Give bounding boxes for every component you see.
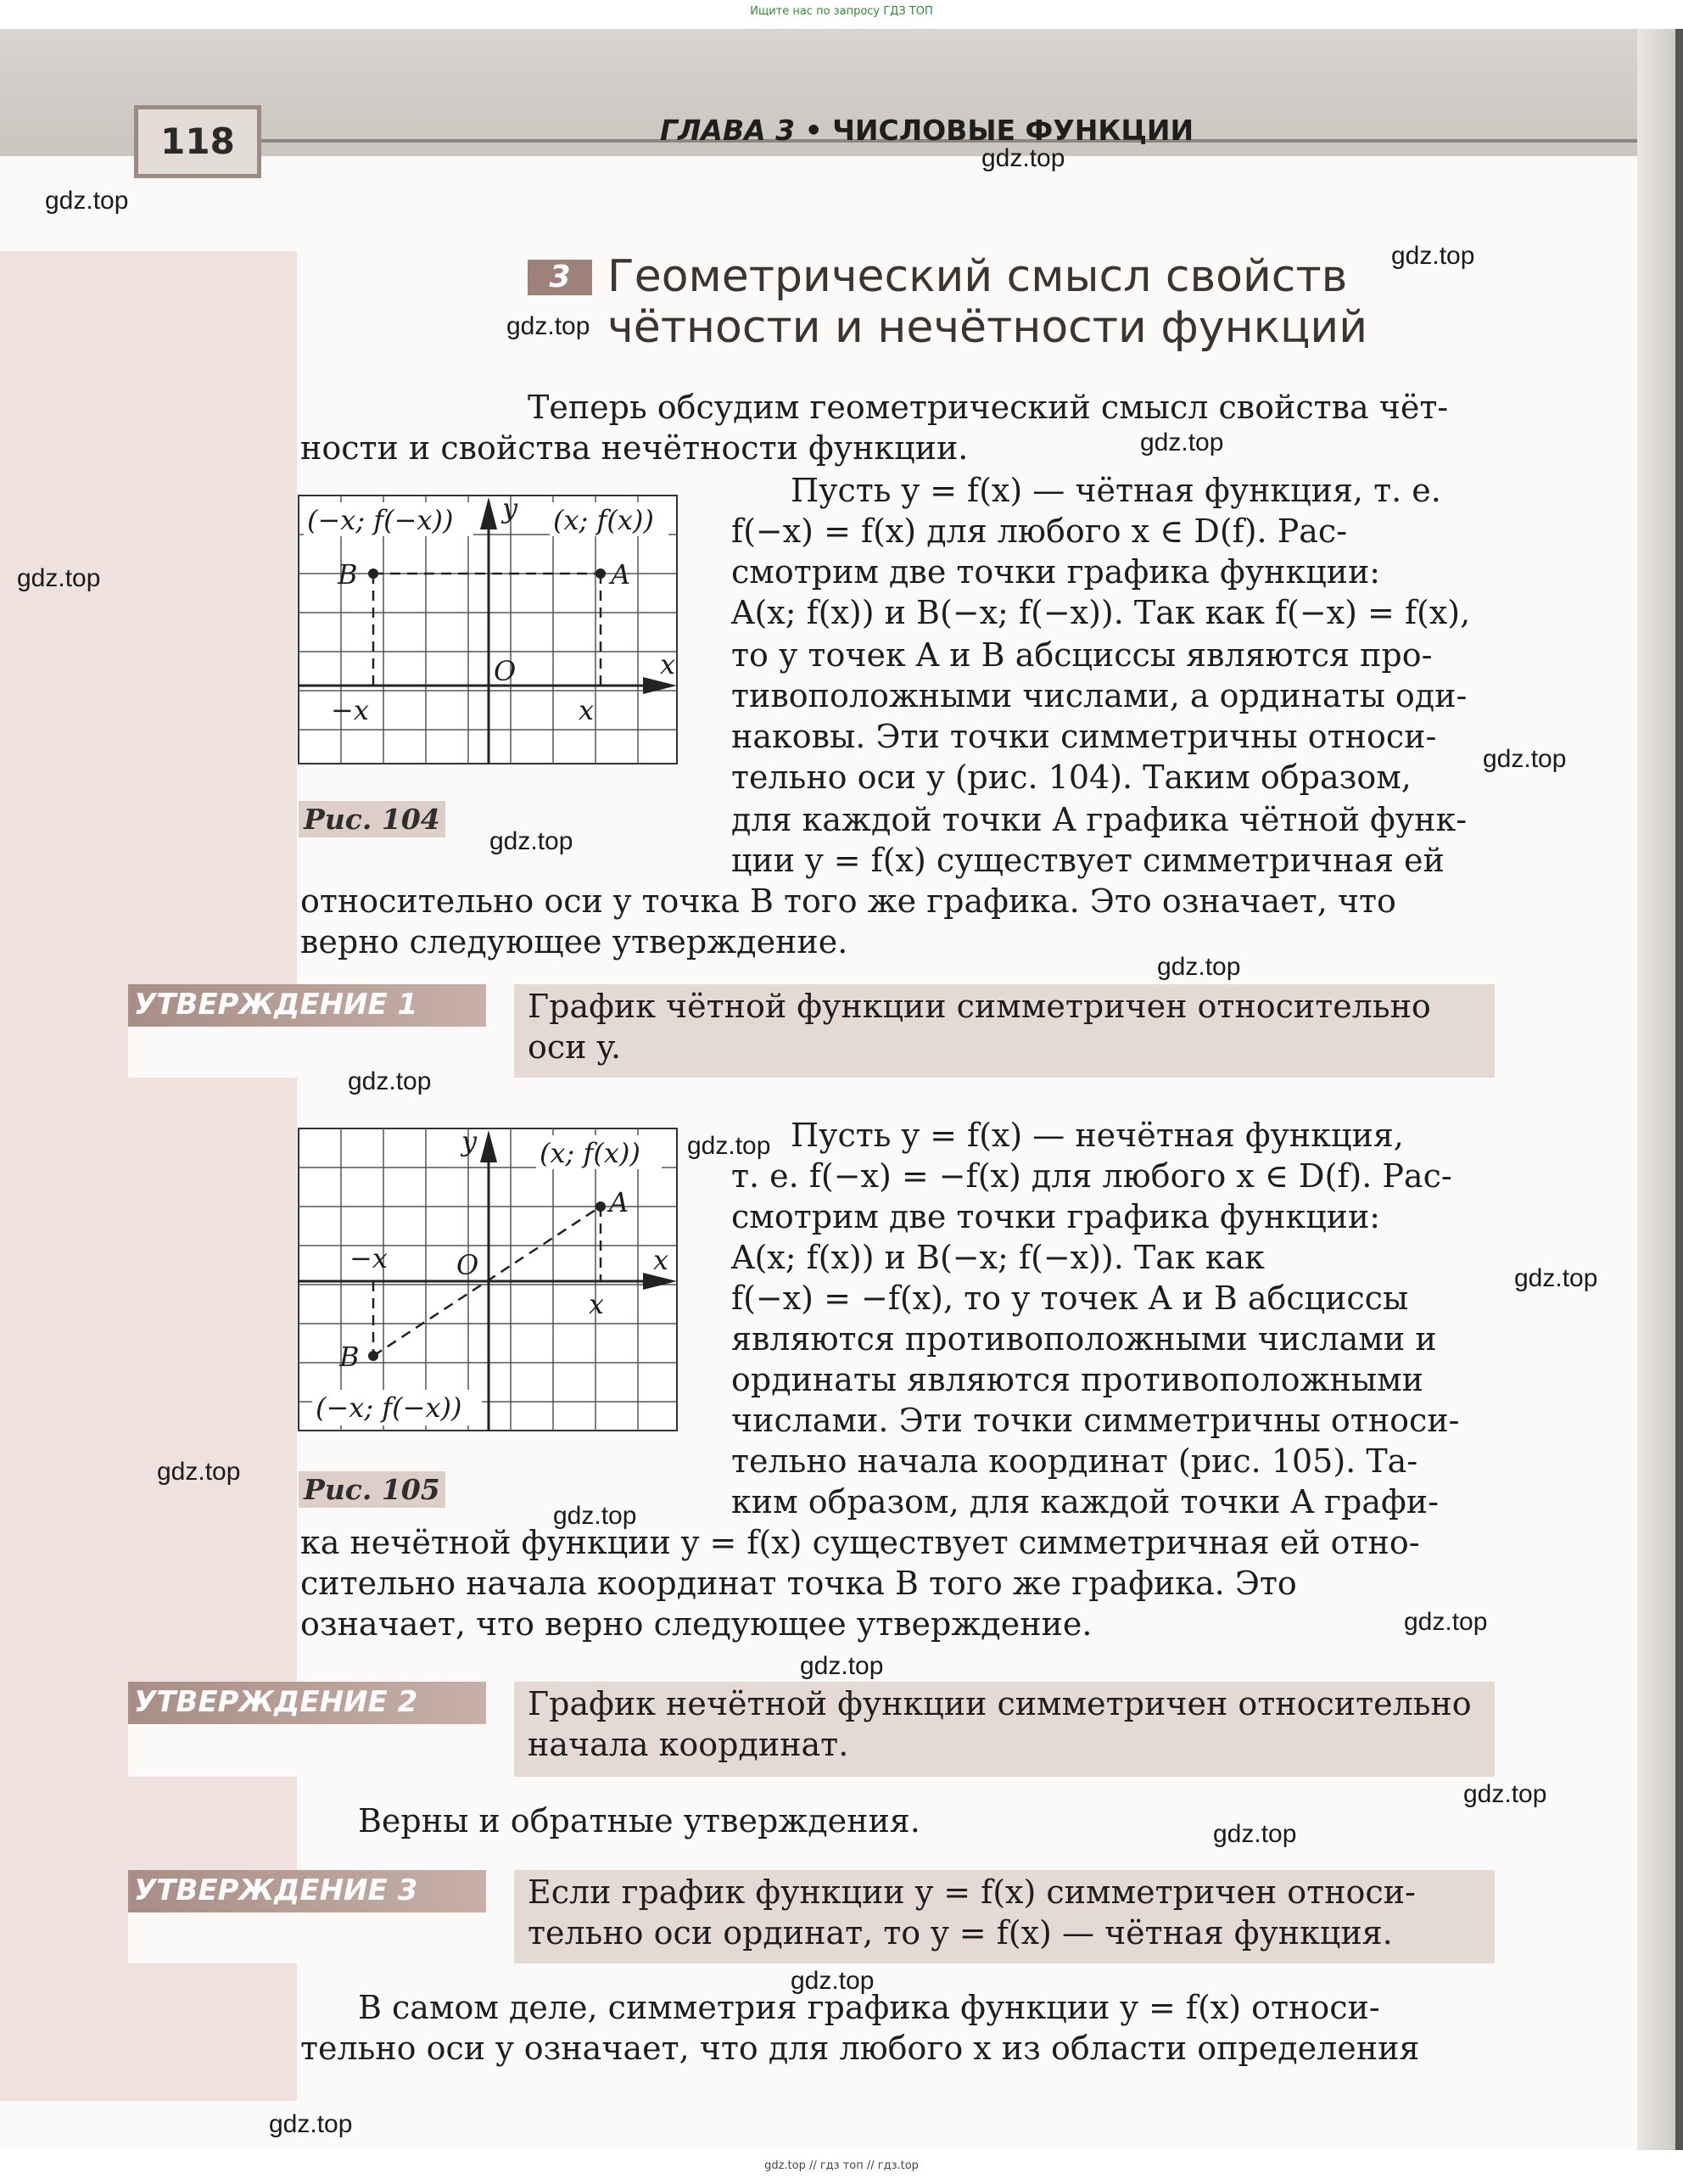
page-edge [1675, 29, 1683, 2150]
watermark: gdz.top [1514, 1264, 1598, 1292]
text-line: для каждой точки A графика чётной функ- [731, 801, 1468, 838]
watermark: gdz.top [1463, 1780, 1547, 1808]
text-line: f(−x) = −f(x), то у точек A и B абсциссы [731, 1280, 1409, 1317]
text-line: ности и свойства нечётности функции. [300, 429, 969, 467]
text-line: относительно оси y точка B того же графика. Это означает, что [300, 882, 1396, 920]
fig104-tick-x: x [579, 694, 595, 726]
fig104-tick-neg-x: −x [331, 694, 369, 726]
chapter-label: ГЛАВА 3 [660, 114, 796, 147]
watermark: gdz.top [269, 2110, 353, 2138]
statement-3-gap [128, 1912, 484, 1963]
text-line: ка нечётной функции y = f(x) существует симметричная ей отно- [300, 1524, 1420, 1561]
fig104-point-b [368, 568, 378, 579]
fig105-x-label: x [653, 1244, 669, 1276]
statement-2-label: УТВЕРЖДЕНИЕ 2 [134, 1685, 418, 1719]
text-line: тельно оси y (рис. 104). Таким образом, [731, 759, 1412, 796]
fig105-tick-x: x [589, 1288, 605, 1320]
text-line: ким образом, для каждой точки A графи- [731, 1483, 1439, 1520]
text-line: ординаты являются противоположными [731, 1361, 1423, 1398]
fig105-origin: O [456, 1249, 479, 1281]
fig104-label-b-coords: (−x; f(−x)) [307, 504, 454, 536]
watermark: gdz.top [1140, 428, 1224, 456]
figure-104 [295, 492, 685, 772]
left-margin-panel [0, 251, 297, 2101]
statement-1-label: УТВЕРЖДЕНИЕ 1 [134, 988, 418, 1022]
text-line: сительно начала координат точка B того же графика. Это [300, 1565, 1297, 1602]
statement-3-label: УТВЕРЖДЕНИЕ 3 [134, 1873, 418, 1907]
watermark: gdz.top [348, 1067, 432, 1095]
text-line: тивоположными числами, а ординаты оди- [731, 677, 1468, 714]
watermark: gdz.top [791, 1967, 875, 1995]
text-line: тельно оси y означает, что для любого x из области определения [300, 2030, 1420, 2067]
watermark: gdz.top [1391, 242, 1475, 270]
fig104-x-label: x [660, 648, 676, 680]
fig105-label-b-coords: (−x; f(−x)) [316, 1392, 462, 1424]
fig105-y-label: y [461, 1125, 478, 1157]
section-number: 3 [528, 260, 592, 295]
fig104-a-letter: A [611, 558, 631, 591]
fig104-b-letter: B [338, 558, 358, 591]
watermark: gdz.top [489, 827, 573, 855]
watermark: gdz.top [687, 1132, 771, 1160]
watermark: gdz.top [1483, 745, 1567, 773]
watermark: gdz.top [553, 1502, 637, 1530]
text-line: смотрим две точки графика функции: [731, 1198, 1381, 1235]
statement-1-text: оси y. [528, 1028, 622, 1066]
text-line: Пусть y = f(x) — чётная функция, т. е. [791, 472, 1441, 509]
fig104-origin: O [494, 655, 517, 687]
text-line: A(x; f(x)) и B(−x; f(−x)). Так как f(−x) = f(x), [731, 594, 1471, 631]
text-line: смотрим две точки графика функции: [731, 553, 1381, 591]
fig105-point-a [595, 1201, 606, 1212]
watermark: gdz.top [17, 564, 101, 592]
text-line: f(−x) = f(x) для любого x ∈ D(f). Рас- [731, 512, 1348, 550]
fig104-label-a-coords: (x; f(x)) [553, 504, 654, 536]
text-line: Верны и обратные утверждения. [358, 1802, 920, 1840]
statement-2-text: начала координат. [528, 1726, 849, 1763]
text-line: В самом деле, симметрия графика функции y = f(x) относи- [358, 1989, 1380, 2026]
text-line: означает, что верно следующее утверждение. [300, 1605, 1093, 1643]
watermark: gdz.top [1157, 953, 1241, 981]
chapter-title: ЧИСЛОВЫЕ ФУНКЦИИ [832, 114, 1194, 147]
section-title-line2: чётности и нечётности функций [607, 302, 1367, 353]
fig105-a-letter: A [609, 1186, 629, 1218]
text-line: ции y = f(x) существует симметричная ей [731, 842, 1445, 879]
watermark: gdz.top [981, 144, 1065, 172]
page-number: 118 [134, 105, 261, 178]
statement-3-text: тельно оси ординат, то y = f(x) — чётная функция. [528, 1914, 1393, 1952]
watermark: gdz.top [1404, 1608, 1488, 1636]
figure-105 [295, 1125, 685, 1439]
text-line: наковы. Эти точки симметричны относи- [731, 718, 1437, 755]
chapter-bullet: • [804, 114, 823, 147]
fig105-b-letter: B [339, 1341, 360, 1373]
fig104-point-a [595, 568, 606, 579]
fig105-tick-neg-x: −x [349, 1242, 388, 1274]
fig105-point-b [368, 1351, 378, 1361]
bottom-link[interactable]: gdz.top // гдз топ // гдз.top [764, 2159, 919, 2172]
fig104-y-label: y [502, 492, 518, 524]
statement-2-text: График нечётной функции симметричен относительно [528, 1685, 1472, 1722]
text-line: числами. Эти точки симметричны относи- [731, 1402, 1460, 1439]
text-line: A(x; f(x)) и B(−x; f(−x)). Так как [731, 1239, 1265, 1276]
statement-2-gap [128, 1724, 484, 1777]
statement-1-text: График чётной функции симметричен относительно [528, 988, 1431, 1025]
watermark: gdz.top [157, 1458, 241, 1486]
text-line: т. е. f(−x) = −f(x) для любого x ∈ D(f). Рас- [731, 1157, 1452, 1195]
watermark: gdz.top [800, 1652, 884, 1680]
fig104-caption: Рис. 104 [299, 801, 445, 837]
fig105-caption: Рис. 105 [299, 1471, 445, 1508]
statement-3-text: Если график функции y = f(x) симметричен относи- [528, 1873, 1416, 1911]
text-line: то у точек A и B абсциссы являются про- [731, 636, 1433, 674]
text-line: Пусть y = f(x) — нечётная функция, [791, 1117, 1404, 1154]
text-line: Теперь обсудим геометрический смысл свойства чёт- [528, 389, 1449, 426]
text-line: верно следующее утверждение. [300, 923, 848, 960]
top-search-hint[interactable]: Ищите нас по запросу ГДЗ ТОП [750, 5, 933, 18]
text-line: тельно начала координат (рис. 105). Та- [731, 1442, 1418, 1480]
watermark: gdz.top [45, 187, 129, 215]
watermark: gdz.top [506, 312, 590, 340]
chapter-heading [660, 114, 1194, 147]
fig105-label-a-coords: (x; f(x)) [540, 1137, 640, 1169]
section-title-line1: Геометрический смысл свойств [607, 251, 1348, 302]
text-line: являются противоположными числами и [731, 1320, 1437, 1358]
watermark: gdz.top [1213, 1820, 1297, 1848]
